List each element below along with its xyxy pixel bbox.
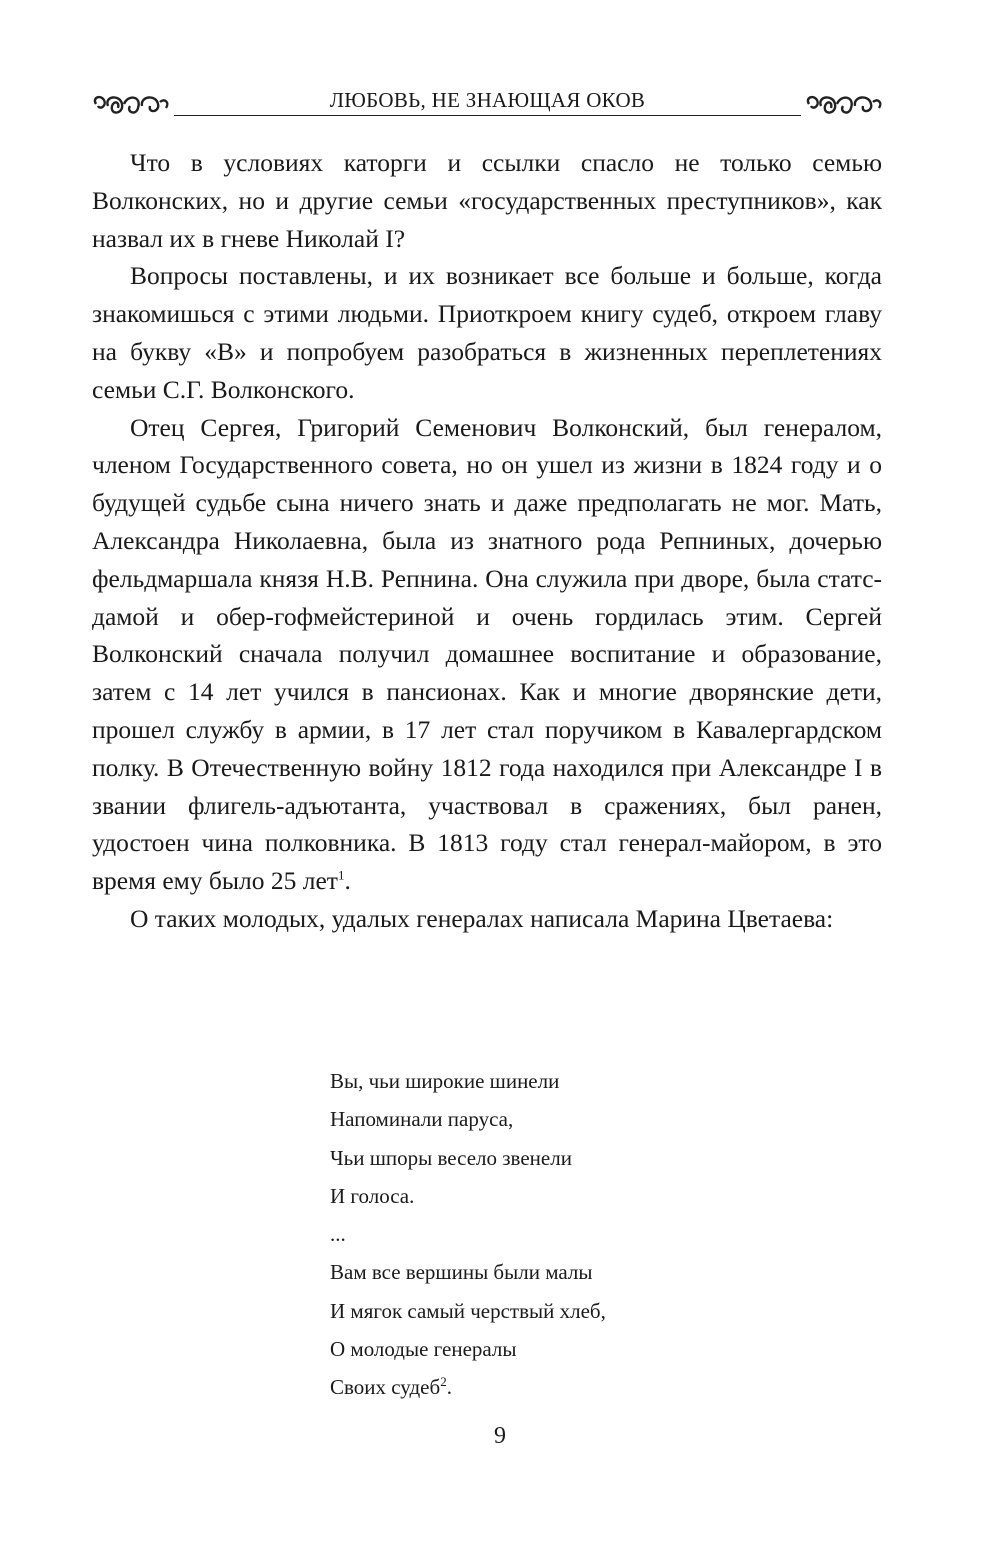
paragraph — [92, 257, 882, 408]
scroll-ornament-icon — [803, 88, 885, 122]
body-text — [92, 144, 882, 938]
poem-line: Чьи шпоры весело звенели — [330, 1145, 572, 1170]
running-header — [90, 86, 885, 128]
paragraph-text: Отец Сергея, Григорий Семенович Волконский, был генералом, членом Государственного совета, но он ушел из жизни в 1824 году и о будущей судьбе сына ничего знать и даже предполагать не мог. Мать, Александра Николаевна, была из знатного рода Репниных, дочерью фельдмаршала князя Н.В. Репнина. Она служила при дворе, была статс-дамой и обер-гофмейстериной и очень гордилась этим. Сергей Волконский сначала получил домашнее воспитание и образование, затем с 14 лет учился в пансионах. Как и многие дворянские дети, прошел службу в армии, в 17 лет стал поручиком в Кавалергардском полку. В Отечественную войну 1812 года находился при Александре I в звании флигель-адъютанта, участвовал в сражениях, был ранен, удостоен чина полковника. В 1813 году стал генерал-майором, в это время ему было 25 лет — [92, 412, 882, 896]
punctuation: . — [344, 866, 351, 896]
running-title: ЛЮБОВЬ, НЕ ЗНАЮЩАЯ ОКОВ — [329, 88, 646, 112]
poem-line: И мягок самый черствый хлеб, — [330, 1298, 606, 1323]
poem-line: Вы, чьи широкие шинели — [330, 1069, 560, 1093]
poem-line-text: Своих судеб — [330, 1375, 441, 1400]
footnote-marker: 1 — [337, 867, 345, 883]
poem — [330, 1062, 750, 1407]
poem-line: Вам все вершины были малы — [330, 1260, 593, 1285]
paragraph — [92, 900, 882, 938]
paragraph — [92, 144, 882, 257]
paragraph-text: Вопросы поставлены, и их возникает все больше и больше, когда знакомишься с этими людьми. Приоткроем книгу судеб, откроем главу на букву «В» и попробуем разобраться в жизненных переплетениях семьи С.Г. Волконского. — [92, 261, 882, 404]
poem-line: Напоминали паруса, — [330, 1107, 514, 1132]
paragraph-text: О таких молодых, удалых генералах написала Марина Цветаева: — [130, 903, 834, 933]
poem-line: ... — [330, 1222, 346, 1247]
header-rule — [174, 115, 801, 116]
poem-line: И голоса. — [330, 1183, 415, 1208]
poem-line — [330, 1368, 750, 1406]
page-number: 9 — [494, 1423, 506, 1449]
poem-line: О молодые генералы — [330, 1337, 517, 1362]
paragraph — [92, 409, 882, 900]
paragraph-text: Что в условиях каторги и ссылки спасло не только семью Волконских, но и другие семьи «государственных преступников», как назвал их в гневе Николай I? — [92, 148, 882, 253]
footnote-marker: 2 — [440, 1374, 447, 1390]
punctuation: . — [446, 1375, 452, 1400]
